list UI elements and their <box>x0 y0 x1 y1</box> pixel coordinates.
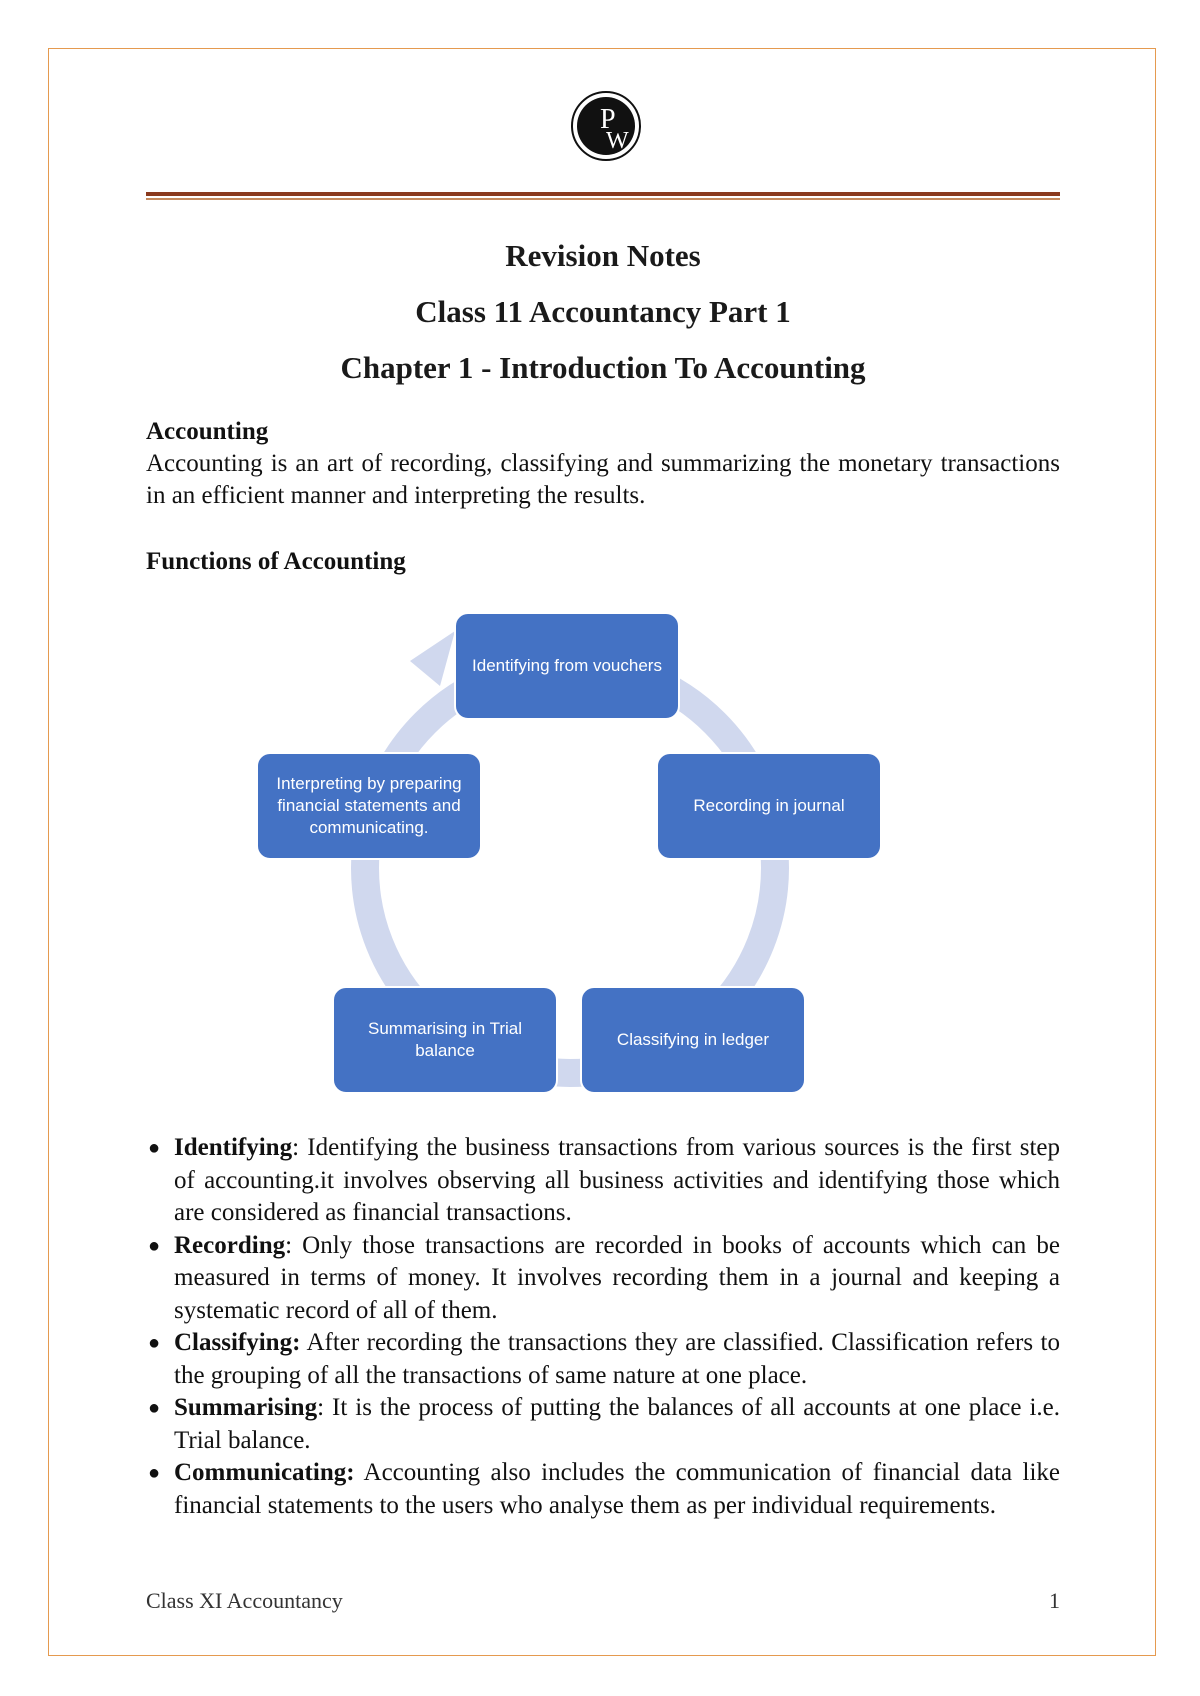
title-revision-notes: Revision Notes <box>505 238 701 273</box>
cycle-arrowhead-icon <box>410 631 455 686</box>
title-block <box>146 228 1060 396</box>
bullet-text: It is the process of putting the balances of all accounts at one place i.e. Trial balance. <box>174 1394 1060 1454</box>
bullet-term: Classifying: <box>174 1329 301 1356</box>
list-item <box>146 1327 1060 1392</box>
bullet-icon: ● <box>148 1332 161 1354</box>
bullet-icon: ● <box>148 1234 161 1257</box>
cycle-node-identifying: Identifying from vouchers <box>454 612 680 720</box>
functions-cycle-diagram <box>250 606 890 1106</box>
cycle-node-recording: Recording in journal <box>656 752 882 860</box>
functions-bullet-list <box>146 1132 1060 1522</box>
page-number: 1 <box>1049 1588 1060 1613</box>
svg-text:W: W <box>606 128 629 154</box>
title-chapter: Chapter 1 - Introduction To Accounting <box>340 350 866 385</box>
bullet-term: Identifying <box>174 1134 293 1161</box>
cycle-node-interpreting: Interpreting by preparing financial statements and communicating. <box>256 752 482 860</box>
list-item: ● Identifying: Identifying the business transactions from various sources is the first step of accounting.it involves observing all business activities and identifying those which are considered as financial transactions. <box>148 1134 1060 1226</box>
pw-logo <box>570 90 642 162</box>
title-class: Class 11 Accountancy Part 1 <box>415 294 791 329</box>
bullet-icon: ● <box>148 1137 161 1159</box>
accounting-definition: Accounting is an art of recording, classifying and summarizing the monetary transactions in an efficient manner and interpreting the results. <box>146 450 1060 509</box>
bullet-term: Communicating: <box>174 1459 355 1486</box>
list-item <box>146 1457 1060 1522</box>
bullet-text: Only those transactions are recorded in books of accounts which can be measured in terms of money. It involves recording them in a journal and keeping a systematic record of all of them. <box>174 1231 1060 1324</box>
list-item: ● Summarising: It is the process of putting the balances of all accounts at one place i.e. Trial balance. <box>148 1394 1060 1454</box>
accounting-section <box>146 416 1060 578</box>
bullet-term: Summarising <box>174 1394 318 1421</box>
bullet-icon: ● <box>148 1397 161 1419</box>
header-rule <box>146 192 1060 196</box>
footer-title: Class XI Accountancy <box>146 1588 343 1613</box>
header-rule-thin <box>146 198 1060 200</box>
bullet-term: Recording <box>174 1231 286 1259</box>
cycle-node-classifying: Classifying in ledger <box>580 986 806 1094</box>
bullet-text: After recording the transactions they are classified. Classification refers to the grouping of all the transactions of same nature at one place. <box>174 1329 1060 1389</box>
accounting-heading: Accounting <box>146 418 269 445</box>
list-item: ● Recording: Only those transactions are recorded in books of accounts which can be measured in terms of money. It involves recording them in a journal and keeping a systematic record of all of them. <box>148 1231 1060 1324</box>
bullet-text: Identifying the business transactions from various sources is the first step of accounting.it involves observing all business activities and identifying those which are considered as financial transactions. <box>174 1134 1060 1226</box>
bullet-text: Accounting also includes the communication of financial data like financial statements to the users who analyse them as per individual requirements. <box>174 1459 1060 1519</box>
bullet-icon: ● <box>148 1462 161 1484</box>
svg-text:P: P <box>600 104 616 135</box>
cycle-node-summarising: Summarising in Trial balance <box>332 986 558 1094</box>
functions-heading: Functions of Accounting <box>146 548 406 575</box>
